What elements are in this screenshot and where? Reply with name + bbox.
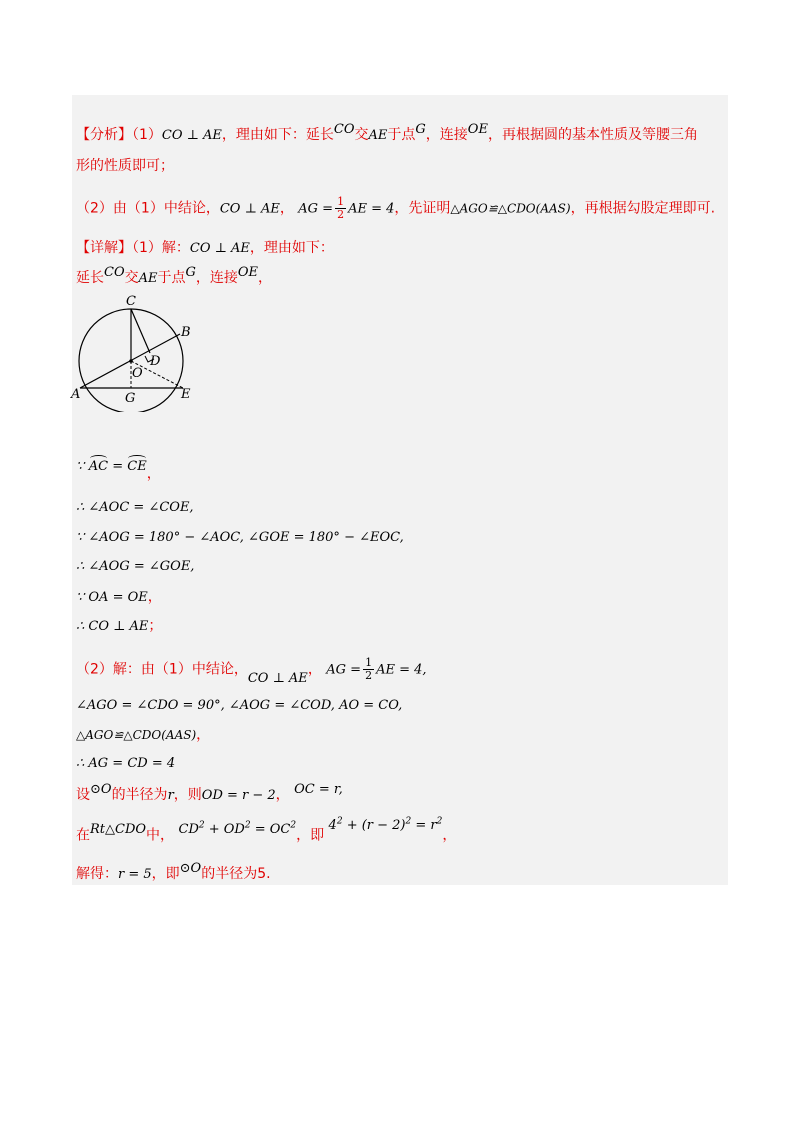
analysis-line-2: 形的性质即可； — [76, 158, 174, 174]
detail-line-2: 延长CO交AE于点G，连接OE， — [76, 265, 273, 286]
center-dot — [129, 359, 133, 363]
label-O: O — [132, 366, 143, 381]
part2-line-4: ∴ AG = CD = 4 — [76, 756, 176, 771]
label-A: A — [71, 387, 81, 402]
part2-line-7: 解得：r = 5，即⊙O的半径为5. — [76, 861, 271, 882]
fraction-half-2: $\frac{1}{2}$ — [365, 656, 373, 682]
proof-step-3: ∵ ∠AOG = 180° − ∠AOC, ∠GOE = 180° − ∠EOC, — [76, 530, 404, 545]
label-E: E — [181, 387, 191, 402]
part2-line-2: ∠AGO = ∠CDO = 90°, ∠AOG = ∠COD, AO = CO, — [76, 698, 403, 713]
label-G: G — [125, 391, 136, 406]
analysis-line-3: （2）由（1）中结论，CO ⊥ AE， AG = $\frac{1}{2}$ AE = 4，先证明△AGO≌△CDO(AAS)，再根据勾股定理即可. — [76, 195, 716, 221]
part2-line-5: 设⊙O的半径为r，则OD = r − 2， OC = r, — [76, 782, 343, 803]
label-B: B — [181, 325, 191, 340]
fraction-half: $\frac{1}{2}$ — [337, 195, 345, 221]
label-C: C — [126, 294, 136, 309]
analysis-line-1: 【分析】（1）CO ⊥ AE，理由如下：延长CO交AE于点G，连接OE，再根据圆的基本性质及等腰三角 — [76, 122, 698, 143]
detail-tag: 【详解】 — [76, 240, 132, 256]
label-D: D — [150, 354, 161, 369]
proof-step-1: ∵ AC = CE， — [76, 459, 161, 482]
analysis-tag: 【分析】 — [76, 127, 132, 143]
proof-step-2: ∴ ∠AOC = ∠COE, — [76, 500, 194, 515]
part2-line-3: △AGO≌△CDO(AAS)， — [76, 727, 211, 743]
detail-line-1: 【详解】（1）解：CO ⊥ AE，理由如下： — [76, 240, 334, 256]
part2-line-6: 在Rt△CDO中， $CD^2 + OD^2 = OC^2$，即 $4^2 + (r - 2)^2 = r^2$， — [76, 817, 457, 844]
proof-step-5: ∵ OA = OE， — [76, 589, 162, 605]
proof-step-4: ∴ ∠AOG = ∠GOE, — [76, 559, 195, 574]
part2-line-1: （2）解：由（1）中结论，CO ⊥ AE， AG = $\frac{1}{2}$ AE = 4, — [76, 656, 427, 686]
circle-figure — [68, 292, 208, 412]
proof-step-6: ∴ CO ⊥ AE； — [76, 618, 163, 634]
segment-CD — [131, 309, 150, 353]
